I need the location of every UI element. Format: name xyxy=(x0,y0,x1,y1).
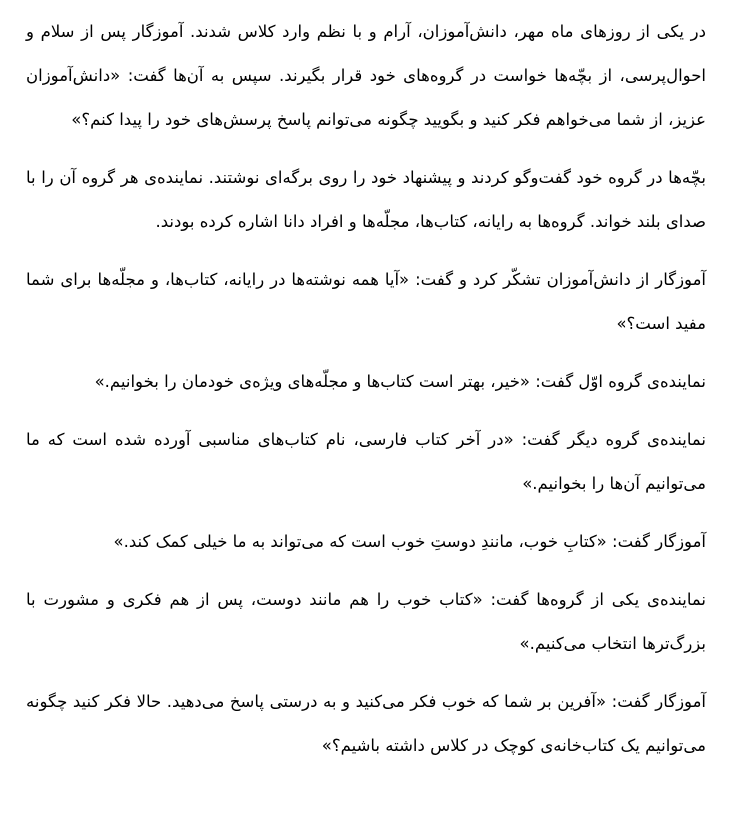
paragraph-other-group-answer: نماینده‌ی گروه دیگر گفت: «در آخر کتاب فارسی، نام کتاب‌های مناسبی آورده شده است که ما می‌توانیم آن‌ها را بخوانیم.» xyxy=(26,430,706,493)
paragraph-group-choose-book: نماینده‌ی یکی از گروه‌ها گفت: «کتاب خوب را هم مانند دوست، پس از هم فکری و مشورت با بزرگ‌ترها انتخاب می‌کنیم.» xyxy=(26,590,706,653)
paragraph-teacher-good-book: آموزگار گفت: «کتابِ خوب، مانندِ دوستِ خوب است که می‌تواند به ما خیلی کمک کند.» xyxy=(113,532,706,551)
paragraph-intro: در یکی از روزهای ماه مهر، دانش‌آموزان، آرام و با نظم وارد کلاس شدند. آموزگار پس از سلام و احوال‌پرسی، از بچّه‌ها خواست در گروه‌های خود قرار بگیرند. سپس به آن‌ها گفت: «دانش‌آموزان عزیز، از شما می‌خواهم فکر کنید و بگویید چگونه می‌توانم پاسخ پرسش‌های خود را پیدا کنم؟» xyxy=(26,22,706,129)
paragraph-teacher-question: آموزگار از دانش‌آموزان تشکّر کرد و گفت: «آیا همه نوشته‌ها در رایانه، کتاب‌ها، و مجلّه‌ها برای شما مفید است؟» xyxy=(26,270,706,333)
paragraph-group-one-answer: نماینده‌ی گروه اوّل گفت: «خیر، بهتر است کتاب‌ها و مجلّه‌های ویژه‌ی خودمان را بخوانیم.» xyxy=(94,372,706,391)
paragraph-groups-discussion: بچّه‌ها در گروه خود گفت‌وگو کردند و پیشنهاد خود را روی برگه‌ای نوشتند. نماینده‌ی هر گروه آن را با صدای بلند خواند. گروه‌ها به رایانه، کتاب‌ها، مجلّه‌ها و افراد دانا اشاره کرده بودند. xyxy=(26,168,706,231)
paragraph-teacher-library: آموزگار گفت: «آفرین بر شما که خوب فکر می‌کنید و به درستی پاسخ می‌دهید. حالا فکر کنید چگونه می‌توانیم یک کتاب‌خانه‌ی کوچک در کلاس داشته باشیم؟» xyxy=(26,692,706,755)
